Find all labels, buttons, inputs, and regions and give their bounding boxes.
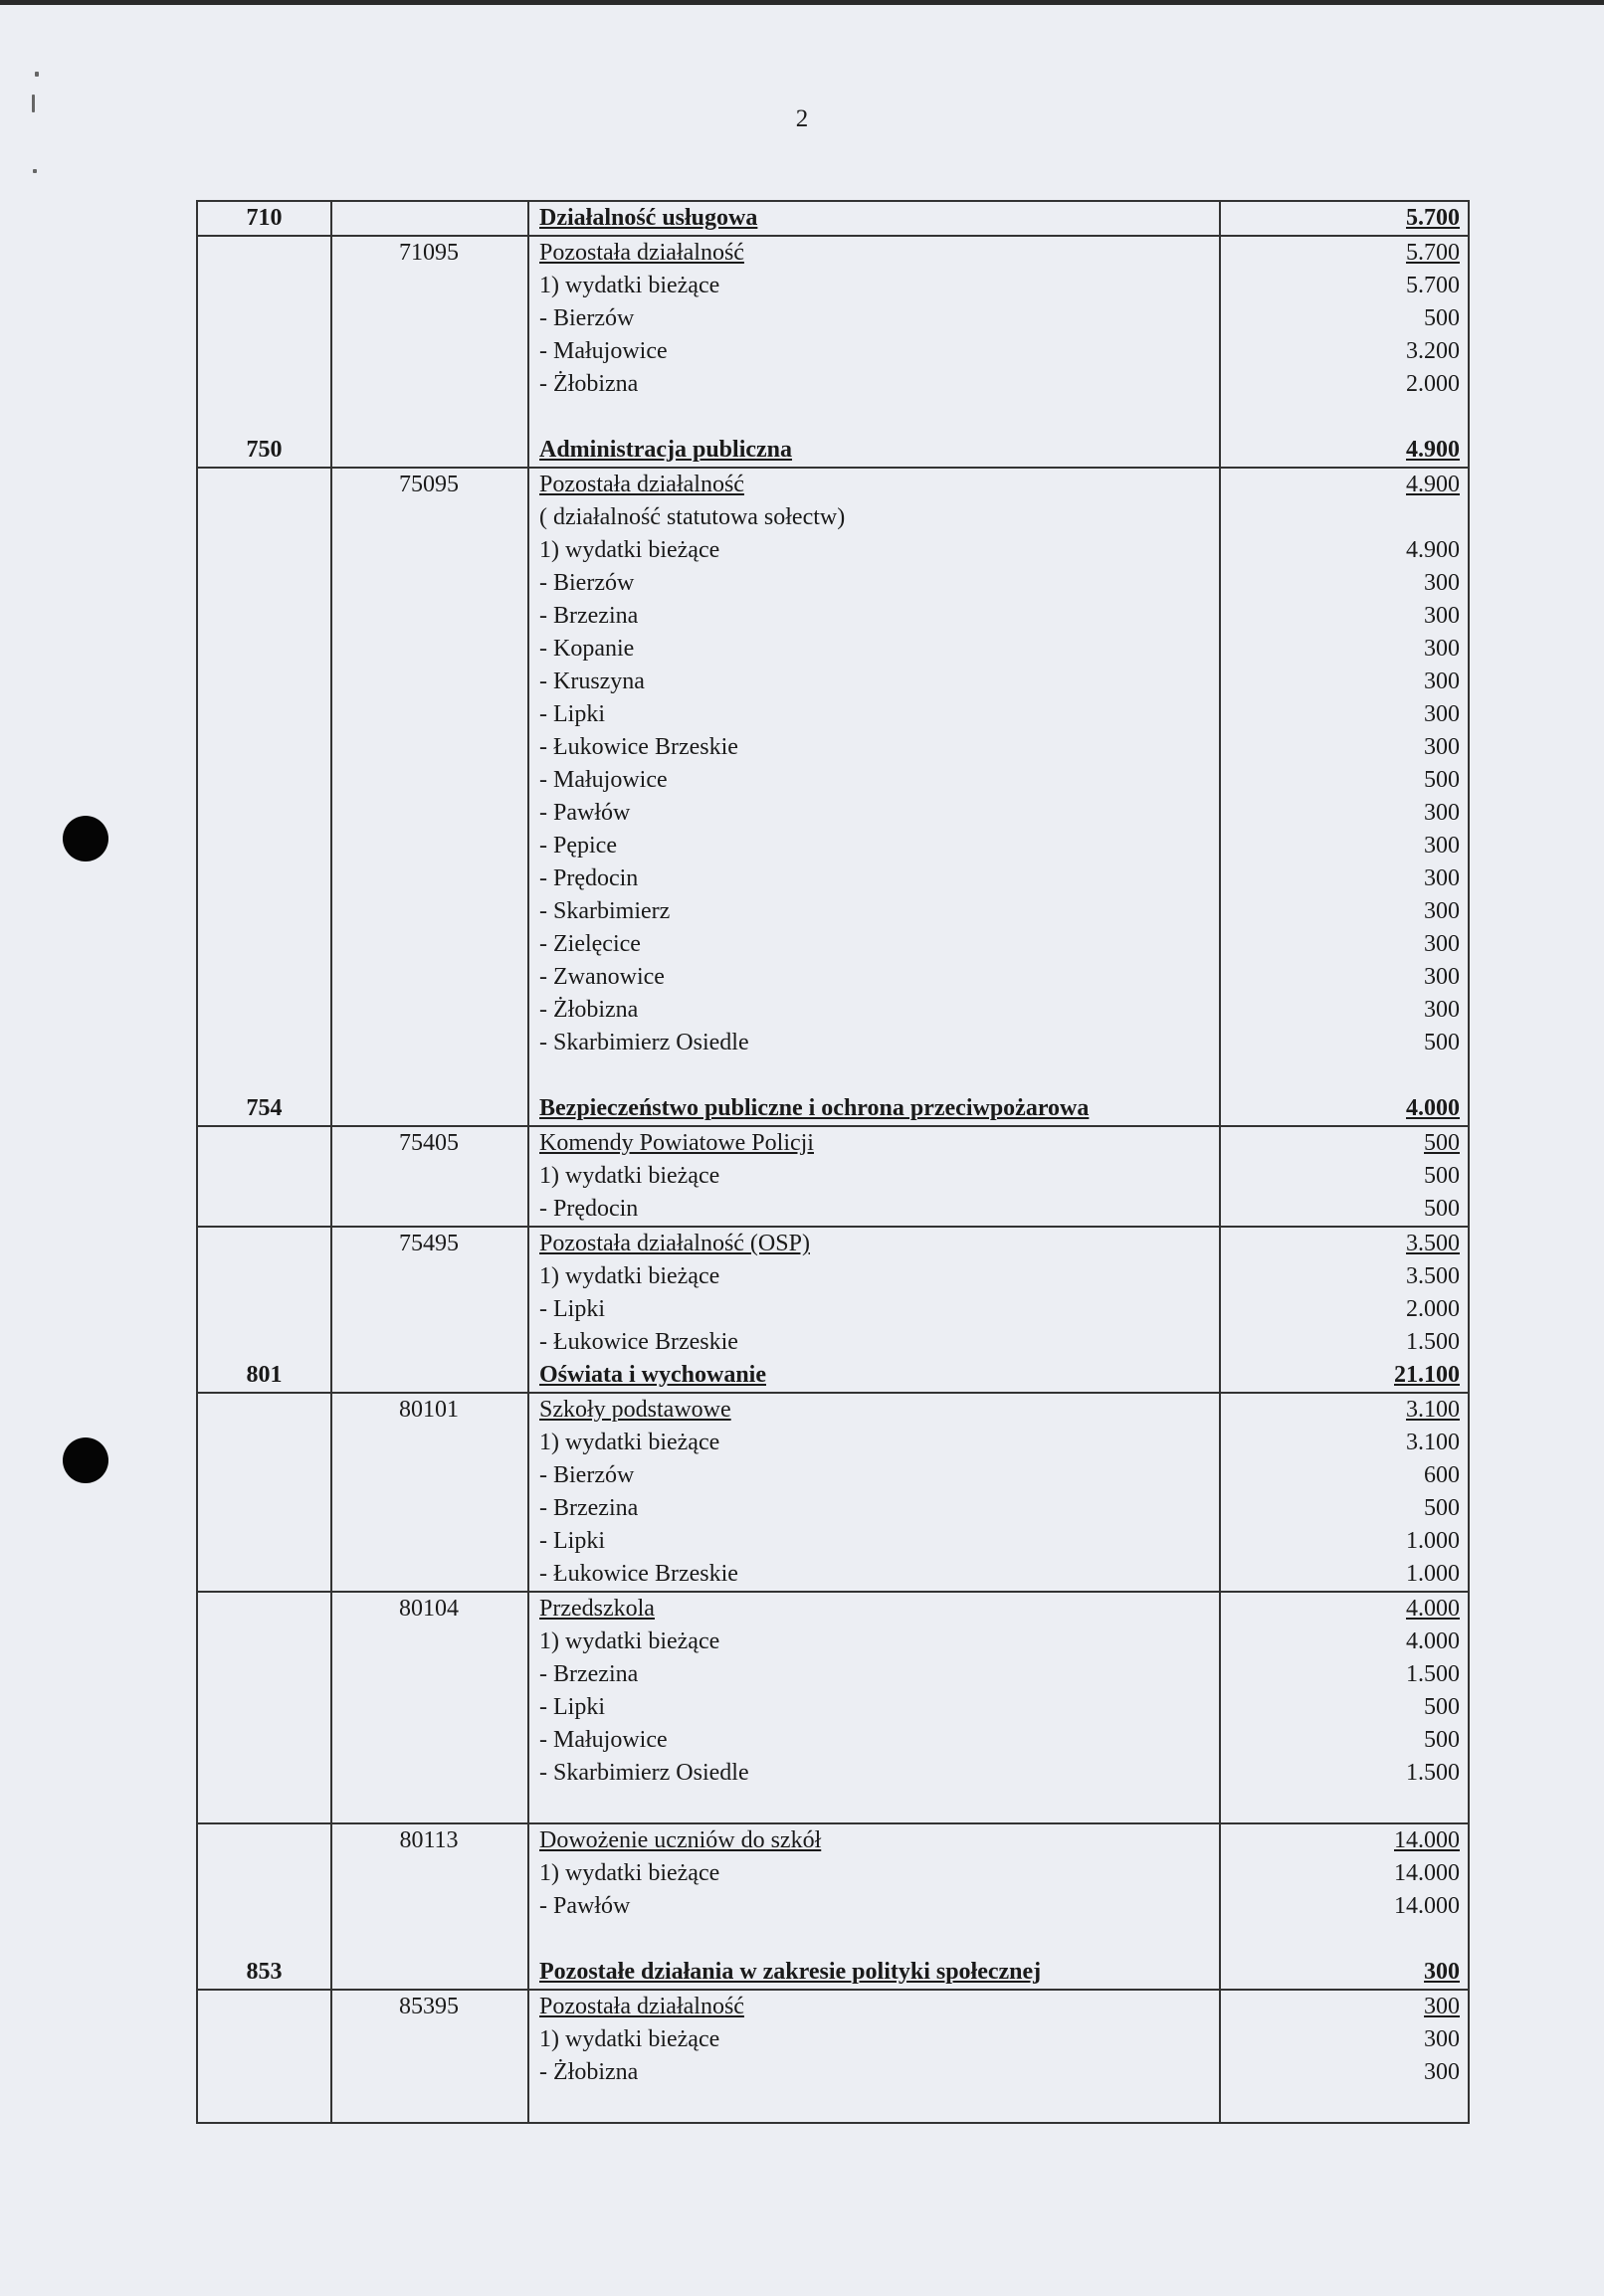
dzial-cell bbox=[198, 237, 330, 270]
item-amount: 300 bbox=[1424, 669, 1460, 694]
item-label: - Skarbimierz Osiedle bbox=[539, 1760, 749, 1786]
chapter-code bbox=[330, 1293, 527, 1326]
chapter-code bbox=[330, 1890, 527, 1923]
item-label: - Łukowice Brzeskie bbox=[539, 1561, 738, 1587]
dzial-cell bbox=[198, 501, 330, 534]
dzial-cell bbox=[198, 1890, 330, 1923]
section-amount: 300 bbox=[1424, 1959, 1460, 1985]
chapter-code bbox=[330, 270, 527, 302]
chapter-code bbox=[330, 764, 527, 797]
chapter-code: 80101 bbox=[399, 1397, 459, 1423]
item-amount: 500 bbox=[1424, 1130, 1460, 1156]
item-amount: 1.500 bbox=[1406, 1661, 1460, 1687]
chapter-code bbox=[330, 698, 527, 731]
item-row bbox=[198, 1492, 1468, 1525]
section-header-row bbox=[198, 1092, 1468, 1127]
item-amount: 300 bbox=[1424, 734, 1460, 760]
chapter-code bbox=[330, 1193, 527, 1226]
item-label: 1) wydatki bieżące bbox=[539, 1860, 720, 1886]
item-amount: 300 bbox=[1424, 1994, 1460, 2019]
item-amount: 600 bbox=[1424, 1462, 1460, 1488]
dzial-cell bbox=[198, 368, 330, 401]
chapter-code bbox=[330, 1626, 527, 1658]
dzial-cell bbox=[198, 2056, 330, 2089]
dzial-cell bbox=[198, 1824, 330, 1857]
chapter-code bbox=[330, 862, 527, 895]
dzial-cell bbox=[198, 2023, 330, 2056]
item-label: - Kopanie bbox=[539, 636, 635, 662]
chapter-code bbox=[330, 1757, 527, 1790]
chapter-code: 75405 bbox=[399, 1130, 459, 1156]
dzial-cell bbox=[198, 567, 330, 600]
item-row bbox=[198, 1857, 1468, 1890]
dzial-cell bbox=[198, 534, 330, 567]
item-amount: 5.700 bbox=[1406, 240, 1460, 266]
section-code: 853 bbox=[246, 1959, 283, 1985]
blank-row bbox=[198, 1059, 1468, 1092]
item-label: - Żłobizna bbox=[539, 2059, 639, 2085]
chapter-code bbox=[330, 1027, 527, 1059]
item-amount: 500 bbox=[1424, 1163, 1460, 1189]
chapter-code bbox=[330, 2023, 527, 2056]
item-amount: 4.900 bbox=[1406, 537, 1460, 563]
dzial-cell bbox=[198, 1127, 330, 1160]
chapter-code: 75495 bbox=[399, 1231, 459, 1256]
item-row bbox=[198, 1427, 1468, 1459]
item-amount: 4.000 bbox=[1406, 1628, 1460, 1654]
budget-table bbox=[196, 200, 1470, 2124]
item-label: 1) wydatki bieżące bbox=[539, 2026, 720, 2052]
chapter-code: 71095 bbox=[399, 240, 459, 266]
chapter-code bbox=[330, 1459, 527, 1492]
item-label: Pozostała działalność bbox=[539, 472, 744, 497]
dzial-cell bbox=[198, 1228, 330, 1260]
item-row bbox=[198, 567, 1468, 600]
section-header-row bbox=[198, 1956, 1468, 1991]
section-name: Bezpieczeństwo publiczne i ochrona przeciwpożarowa bbox=[539, 1095, 1090, 1121]
item-amount: 300 bbox=[1424, 570, 1460, 596]
section-empty-cell bbox=[330, 1092, 527, 1125]
item-amount: 500 bbox=[1424, 1030, 1460, 1055]
item-amount: 2.000 bbox=[1406, 1296, 1460, 1322]
dzial-cell bbox=[198, 1525, 330, 1558]
item-row bbox=[198, 534, 1468, 567]
section-amount: 21.100 bbox=[1394, 1362, 1460, 1388]
item-label: - Brzezina bbox=[539, 1495, 639, 1521]
chapter-code bbox=[330, 600, 527, 633]
column-divider bbox=[527, 1092, 529, 1359]
item-row bbox=[198, 731, 1468, 764]
column-divider bbox=[330, 202, 332, 434]
dzial-cell bbox=[198, 1394, 330, 1427]
item-label: - Pawłów bbox=[539, 1893, 631, 1919]
item-row bbox=[198, 1558, 1468, 1591]
item-label: - Skarbimierz Osiedle bbox=[539, 1030, 749, 1055]
item-row bbox=[198, 797, 1468, 830]
item-amount: 300 bbox=[1424, 2026, 1460, 2052]
item-row bbox=[198, 1724, 1468, 1757]
item-label: 1) wydatki bieżące bbox=[539, 273, 720, 298]
item-amount: 300 bbox=[1424, 833, 1460, 859]
item-row bbox=[198, 666, 1468, 698]
column-divider bbox=[330, 1359, 332, 1956]
section-name: Oświata i wychowanie bbox=[539, 1362, 766, 1388]
column-divider bbox=[527, 1359, 529, 1956]
column-divider bbox=[330, 1092, 332, 1359]
dzial-cell bbox=[198, 1691, 330, 1724]
budget-section bbox=[196, 1956, 1470, 2124]
chapter-code bbox=[330, 895, 527, 928]
chapter-code bbox=[330, 1427, 527, 1459]
item-label: - Pępice bbox=[539, 833, 617, 859]
punch-hole bbox=[63, 1437, 108, 1483]
item-row bbox=[198, 895, 1468, 928]
chapter-code bbox=[330, 2056, 527, 2089]
item-amount: 3.500 bbox=[1406, 1231, 1460, 1256]
dzial-cell bbox=[198, 302, 330, 335]
chapter-code bbox=[330, 534, 527, 567]
dzial-cell bbox=[198, 1027, 330, 1059]
dzial-cell bbox=[198, 1991, 330, 2023]
column-divider bbox=[527, 434, 529, 1092]
chapter-row bbox=[198, 1822, 1468, 1857]
item-label: - Lipki bbox=[539, 1528, 605, 1554]
dzial-cell bbox=[198, 1260, 330, 1293]
item-amount: 14.000 bbox=[1394, 1827, 1460, 1853]
chapter-code bbox=[330, 1724, 527, 1757]
dzial-cell bbox=[198, 1724, 330, 1757]
item-amount: 1.500 bbox=[1406, 1760, 1460, 1786]
chapter-code bbox=[330, 567, 527, 600]
item-label: Przedszkola bbox=[539, 1596, 655, 1622]
column-divider bbox=[1219, 1092, 1221, 1359]
dzial-cell bbox=[198, 1160, 330, 1193]
section-header-row bbox=[198, 1359, 1468, 1394]
chapter-code bbox=[330, 1857, 527, 1890]
item-row bbox=[198, 302, 1468, 335]
item-label: - Małujowice bbox=[539, 338, 668, 364]
item-label: - Żłobizna bbox=[539, 997, 639, 1023]
column-divider bbox=[330, 1956, 332, 2122]
chapter-code bbox=[330, 830, 527, 862]
item-label: - Małujowice bbox=[539, 767, 668, 793]
item-row bbox=[198, 1691, 1468, 1724]
item-row bbox=[198, 2056, 1468, 2089]
item-label: 1) wydatki bieżące bbox=[539, 1163, 720, 1189]
dzial-cell bbox=[198, 1326, 330, 1359]
dzial-cell bbox=[198, 1293, 330, 1326]
item-label: - Bierzów bbox=[539, 305, 635, 331]
item-label: Pozostała działalność (OSP) bbox=[539, 1231, 810, 1256]
scan-speck bbox=[33, 169, 37, 173]
item-row bbox=[198, 600, 1468, 633]
chapter-code: 80113 bbox=[399, 1827, 459, 1853]
dzial-cell bbox=[198, 764, 330, 797]
item-amount: 500 bbox=[1424, 1495, 1460, 1521]
chapter-code bbox=[330, 1326, 527, 1359]
item-row bbox=[198, 961, 1468, 994]
dzial-cell bbox=[198, 1658, 330, 1691]
chapter-row bbox=[198, 1591, 1468, 1626]
chapter-code: 85395 bbox=[399, 1994, 459, 2019]
item-label: Szkoły podstawowe bbox=[539, 1397, 731, 1423]
item-label: 1) wydatki bieżące bbox=[539, 1430, 720, 1455]
item-label: - Łukowice Brzeskie bbox=[539, 734, 738, 760]
item-amount: 300 bbox=[1424, 800, 1460, 826]
section-name: Administracja publiczna bbox=[539, 437, 793, 463]
chapter-row bbox=[198, 237, 1468, 270]
item-amount bbox=[1219, 501, 1468, 534]
item-row bbox=[198, 1890, 1468, 1923]
item-label: - Zielęcice bbox=[539, 931, 641, 957]
chapter-code bbox=[330, 368, 527, 401]
item-row bbox=[198, 335, 1468, 368]
item-row bbox=[198, 1757, 1468, 1790]
dzial-cell bbox=[198, 1857, 330, 1890]
item-amount: 500 bbox=[1424, 305, 1460, 331]
dzial-cell bbox=[198, 895, 330, 928]
budget-section bbox=[196, 1092, 1470, 1359]
chapter-code bbox=[330, 1492, 527, 1525]
item-row bbox=[198, 1658, 1468, 1691]
item-row bbox=[198, 1626, 1468, 1658]
item-label: - Skarbimierz bbox=[539, 898, 671, 924]
page-top-edge bbox=[0, 0, 1604, 5]
item-amount: 300 bbox=[1424, 2059, 1460, 2085]
item-label: - Brzezina bbox=[539, 603, 639, 629]
item-row bbox=[198, 928, 1468, 961]
item-label: ( działalność statutowa sołectw) bbox=[539, 504, 846, 530]
item-label: 1) wydatki bieżące bbox=[539, 537, 720, 563]
dzial-cell bbox=[198, 1626, 330, 1658]
column-divider bbox=[527, 202, 529, 434]
column-divider bbox=[1219, 434, 1221, 1092]
punch-hole bbox=[63, 816, 108, 861]
item-label: - Łukowice Brzeskie bbox=[539, 1329, 738, 1355]
item-label: - Brzezina bbox=[539, 1661, 639, 1687]
dzial-cell bbox=[198, 862, 330, 895]
item-amount: 3.100 bbox=[1406, 1397, 1460, 1423]
item-row bbox=[198, 1525, 1468, 1558]
item-amount: 1.000 bbox=[1406, 1528, 1460, 1554]
chapter-code bbox=[330, 1260, 527, 1293]
dzial-cell bbox=[198, 633, 330, 666]
chapter-code bbox=[330, 1691, 527, 1724]
section-amount: 4.900 bbox=[1406, 437, 1460, 463]
item-amount: 300 bbox=[1424, 997, 1460, 1023]
section-code: 750 bbox=[246, 437, 283, 463]
chapter-code bbox=[330, 1525, 527, 1558]
item-row bbox=[198, 1193, 1468, 1226]
chapter-code bbox=[330, 666, 527, 698]
chapter-code bbox=[330, 994, 527, 1027]
item-label: - Bierzów bbox=[539, 570, 635, 596]
section-code: 754 bbox=[246, 1095, 283, 1121]
chapter-code bbox=[330, 501, 527, 534]
item-amount: 4.900 bbox=[1406, 472, 1460, 497]
dzial-cell bbox=[198, 335, 330, 368]
item-amount: 4.000 bbox=[1406, 1596, 1460, 1622]
budget-section bbox=[196, 1359, 1470, 1956]
item-label: Dowożenie uczniów do szkół bbox=[539, 1827, 822, 1853]
item-label: - Lipki bbox=[539, 1296, 605, 1322]
dzial-cell bbox=[198, 1593, 330, 1626]
item-row bbox=[198, 830, 1468, 862]
chapter-row bbox=[198, 1991, 1468, 2023]
item-row bbox=[198, 1459, 1468, 1492]
chapter-code: 80104 bbox=[399, 1596, 459, 1622]
item-amount: 300 bbox=[1424, 603, 1460, 629]
item-row bbox=[198, 368, 1468, 401]
section-name: Działalność usługowa bbox=[539, 205, 758, 231]
item-row bbox=[198, 1027, 1468, 1059]
column-divider bbox=[1219, 1956, 1221, 2122]
item-label: - Kruszyna bbox=[539, 669, 645, 694]
dzial-cell bbox=[198, 1757, 330, 1790]
chapter-row bbox=[198, 1226, 1468, 1260]
dzial-cell bbox=[198, 600, 330, 633]
item-amount: 2.000 bbox=[1406, 371, 1460, 397]
dzial-cell bbox=[198, 1459, 330, 1492]
dzial-cell bbox=[198, 928, 330, 961]
item-amount: 3.100 bbox=[1406, 1430, 1460, 1455]
item-amount: 14.000 bbox=[1394, 1893, 1460, 1919]
item-amount: 300 bbox=[1424, 636, 1460, 662]
section-empty-cell bbox=[330, 434, 527, 467]
section-amount: 4.000 bbox=[1406, 1095, 1460, 1121]
dzial-cell bbox=[198, 469, 330, 501]
item-amount: 300 bbox=[1424, 931, 1460, 957]
item-label: Pozostała działalność bbox=[539, 1994, 744, 2019]
budget-section bbox=[196, 200, 1470, 434]
item-label: - Pawłów bbox=[539, 800, 631, 826]
chapter-code bbox=[330, 1160, 527, 1193]
item-amount: 500 bbox=[1424, 1727, 1460, 1753]
chapter-code bbox=[330, 633, 527, 666]
dzial-cell bbox=[198, 1558, 330, 1591]
item-label: - Lipki bbox=[539, 701, 605, 727]
item-row bbox=[198, 1160, 1468, 1193]
item-row bbox=[198, 1293, 1468, 1326]
item-label: Pozostała działalność bbox=[539, 240, 744, 266]
item-amount: 1.000 bbox=[1406, 1561, 1460, 1587]
item-amount: 500 bbox=[1424, 767, 1460, 793]
section-amount: 5.700 bbox=[1406, 205, 1460, 231]
item-amount: 300 bbox=[1424, 964, 1460, 990]
item-amount: 1.500 bbox=[1406, 1329, 1460, 1355]
section-empty-cell bbox=[330, 202, 527, 235]
item-row bbox=[198, 633, 1468, 666]
item-label: - Małujowice bbox=[539, 1727, 668, 1753]
section-header-row bbox=[198, 434, 1468, 469]
blank-row bbox=[198, 1790, 1468, 1822]
item-row bbox=[198, 764, 1468, 797]
chapter-code bbox=[330, 1658, 527, 1691]
chapter-code bbox=[330, 928, 527, 961]
item-row bbox=[198, 994, 1468, 1027]
item-row bbox=[198, 862, 1468, 895]
dzial-cell bbox=[198, 731, 330, 764]
chapter-row bbox=[198, 1394, 1468, 1427]
item-amount: 3.500 bbox=[1406, 1263, 1460, 1289]
column-divider bbox=[330, 434, 332, 1092]
dzial-cell bbox=[198, 666, 330, 698]
dzial-cell bbox=[198, 994, 330, 1027]
section-code: 801 bbox=[246, 1362, 283, 1388]
section-empty-cell bbox=[330, 1956, 527, 1989]
chapter-row bbox=[198, 1127, 1468, 1160]
budget-section bbox=[196, 434, 1470, 1092]
dzial-cell bbox=[198, 830, 330, 862]
item-row bbox=[198, 1260, 1468, 1293]
chapter-code bbox=[330, 797, 527, 830]
item-amount: 300 bbox=[1424, 701, 1460, 727]
blank-row bbox=[198, 1923, 1468, 1956]
item-label: - Prędocin bbox=[539, 865, 639, 891]
item-row bbox=[198, 501, 1468, 534]
chapter-code: 75095 bbox=[399, 472, 459, 497]
page-number: 2 bbox=[795, 105, 809, 132]
item-label: Komendy Powiatowe Policji bbox=[539, 1130, 814, 1156]
dzial-cell bbox=[198, 698, 330, 731]
item-row bbox=[198, 1326, 1468, 1359]
section-header-row bbox=[198, 202, 1468, 237]
dzial-cell bbox=[198, 270, 330, 302]
item-label: - Zwanowice bbox=[539, 964, 665, 990]
column-divider bbox=[1219, 202, 1221, 434]
item-amount: 14.000 bbox=[1394, 1860, 1460, 1886]
dzial-cell bbox=[198, 961, 330, 994]
blank-row bbox=[198, 401, 1468, 434]
dzial-cell bbox=[198, 1492, 330, 1525]
scan-speck bbox=[35, 72, 39, 77]
column-divider bbox=[527, 1956, 529, 2122]
item-label: - Lipki bbox=[539, 1694, 605, 1720]
item-amount: 3.200 bbox=[1406, 338, 1460, 364]
blank-row bbox=[198, 2089, 1468, 2122]
dzial-cell bbox=[198, 1427, 330, 1459]
item-row bbox=[198, 270, 1468, 302]
section-name: Pozostałe działania w zakresie polityki społecznej bbox=[539, 1959, 1042, 1985]
item-label: 1) wydatki bieżące bbox=[539, 1628, 720, 1654]
section-code: 710 bbox=[246, 205, 283, 231]
item-label: - Żłobizna bbox=[539, 371, 639, 397]
item-amount: 5.700 bbox=[1406, 273, 1460, 298]
item-amount: 300 bbox=[1424, 865, 1460, 891]
dzial-cell bbox=[198, 1193, 330, 1226]
item-row bbox=[198, 2023, 1468, 2056]
item-label: - Prędocin bbox=[539, 1196, 639, 1222]
chapter-code bbox=[330, 961, 527, 994]
dzial-cell bbox=[198, 797, 330, 830]
item-amount: 300 bbox=[1424, 898, 1460, 924]
item-label: 1) wydatki bieżące bbox=[539, 1263, 720, 1289]
item-row bbox=[198, 698, 1468, 731]
chapter-code bbox=[330, 335, 527, 368]
section-empty-cell bbox=[330, 1359, 527, 1392]
chapter-code bbox=[330, 731, 527, 764]
chapter-row bbox=[198, 469, 1468, 501]
column-divider bbox=[1219, 1359, 1221, 1956]
chapter-code bbox=[330, 302, 527, 335]
item-amount: 500 bbox=[1424, 1694, 1460, 1720]
item-label: - Bierzów bbox=[539, 1462, 635, 1488]
item-amount: 500 bbox=[1424, 1196, 1460, 1222]
chapter-code bbox=[330, 1558, 527, 1591]
